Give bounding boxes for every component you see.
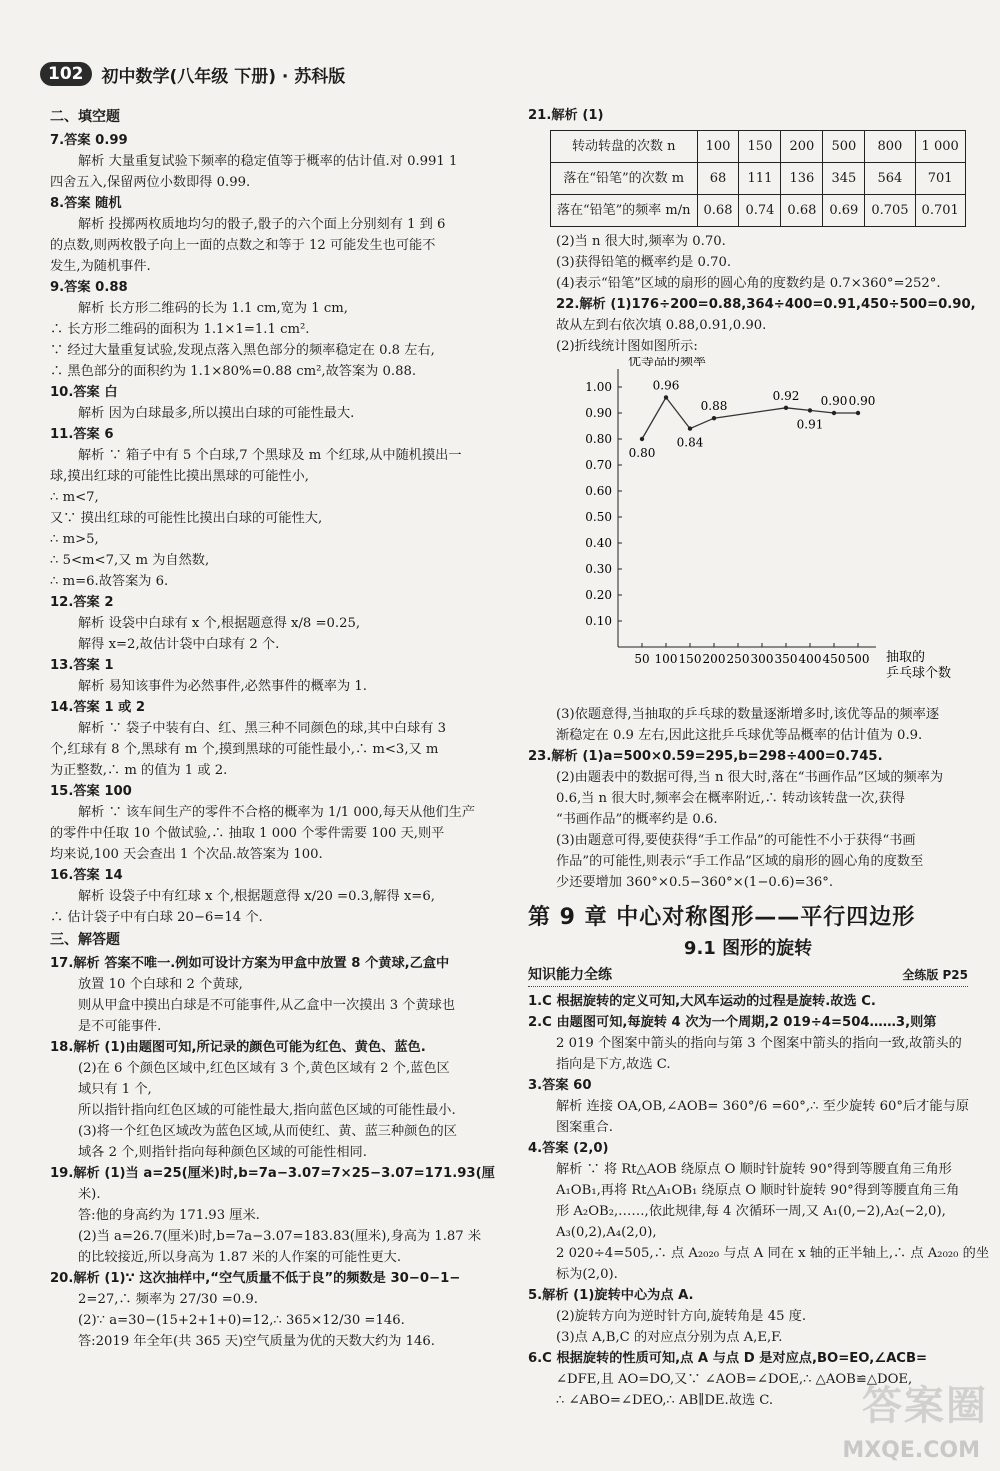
section-title: 9.1 图形的旋转 [683, 938, 813, 959]
table-cell: 150 [739, 131, 781, 163]
left-line: 的点数,则两枚骰子向上一面的点数之和等于 12 可能发生也可能不 [50, 238, 436, 253]
y-tick-label: 0.40 [585, 536, 612, 550]
left-line: 10.答案 白 [50, 385, 118, 400]
left-line: 解析 长方形二维码的长为 1.1 cm,宽为 1 cm, [78, 301, 348, 316]
table-cell: 100 [697, 131, 739, 163]
left-line: 所以指针指向红色区域的可能性最大,指向蓝色区域的可能性最小. [78, 1103, 456, 1118]
sec91-line: 2 019 个图案中箭头的指向与第 3 个图案中箭头的指向一致,故箭头的 [556, 1036, 962, 1051]
x-tick-label: 400 [798, 652, 822, 666]
left-line: 个,红球有 8 个,黑球有 m 个,摸到黑球的可能性最小,∴ m<3,又 m [50, 742, 439, 757]
left-line: ∴ m=6.故答案为 6. [50, 574, 169, 589]
left-line: 放置 10 个白球和 2 个黄球, [78, 977, 243, 992]
q23-line: (2)由题表中的数据可得,当 n 很大时,落在“书画作品”区域的频率为 [556, 770, 944, 785]
left-line: 四舍五入,保留两位小数即得 0.99. [50, 175, 251, 190]
left-line: 19.解析 (1)当 a=25(厘米)时,b=7a−3.07=7×25−3.07=171.93(厘 [50, 1166, 495, 1181]
data-label: 0.90 [848, 394, 876, 408]
knowledge-header [528, 965, 968, 987]
left-line: ∴ 5<m<7,又 m 为自然数, [50, 553, 210, 568]
left-line: 16.答案 14 [50, 868, 123, 883]
table-cell: 200 [781, 131, 823, 163]
table-cell: 111 [739, 163, 781, 195]
data-label: 0.92 [772, 388, 800, 403]
data-point [688, 426, 692, 430]
left-line: 球,摸出红球的可能性比摸出黑球的可能性小, [50, 469, 309, 484]
left-line: 域各 2 个,则指针指向每种颜色区域的可能性相同. [78, 1145, 367, 1160]
left-line: (3)将一个红色区域改为蓝色区域,从而使红、黄、蓝三种颜色的区 [78, 1124, 457, 1139]
page-number: 102 [40, 62, 92, 86]
left-line: 为正整数,∴ m 的值为 1 或 2. [50, 763, 228, 778]
left-line: 解析 ∵ 袋子中装有白、红、黑三种不同颜色的球,其中白球有 3 [78, 721, 447, 736]
data-point [808, 408, 812, 412]
x-tick-label: 150 [678, 652, 702, 666]
y-tick-label: 0.10 [585, 614, 612, 628]
table-cell: 68 [697, 163, 739, 195]
q21-table [550, 130, 966, 227]
left-line: 解析 设袋中白球有 x 个,根据题意得 x/8 =0.25, [78, 616, 361, 631]
table-row [551, 131, 966, 163]
q23-line: (3)由题意可得,要使获得“手工作品”的可能性不小于获得“书画 [556, 833, 916, 848]
data-point [640, 437, 644, 441]
y-tick-label: 0.60 [585, 484, 612, 498]
data-point [784, 406, 788, 410]
x-tick-label: 500 [846, 652, 870, 666]
left-line: 发生,为随机事件. [50, 259, 151, 274]
left-line: 域只有 1 个, [78, 1082, 152, 1097]
left-line: 解析 大量重复试验下频率的稳定值等于概率的估计值.对 0.991 1 [78, 154, 458, 169]
left-line: ∴ 长方形二维码的面积为 1.1×1=1.1 cm². [50, 322, 310, 337]
left-line: 则从甲盒中摸出白球是不可能事件,从乙盒中一次摸出 3 个黄球也 [78, 998, 456, 1013]
q23-line: 少还要增加 360°×0.5−360°×(1−0.6)=36°. [556, 875, 834, 890]
x-axis-label: 抽取的 [886, 650, 926, 665]
left-line: 18.解析 (1)由题图可知,所记录的颜色可能为红色、黄色、蓝色. [50, 1040, 426, 1055]
left-line: 14.答案 1 或 2 [50, 700, 146, 715]
q23-line: “书画作品”的概率约是 0.6. [556, 812, 718, 827]
left-line: 是不可能事件. [78, 1019, 162, 1034]
q21-head: 21.解析 (1) [528, 108, 604, 123]
y-tick-label: 0.70 [585, 458, 612, 472]
data-point [664, 395, 668, 399]
sec91-line: 形 A₂OB₂,……,依此规律,每 4 次循环一周,又 A₁(0,−2),A₂(−2,0), [556, 1204, 946, 1219]
sec91-line: 解析 ∵ 将 Rt△AOB 绕原点 O 顺时针旋转 90°得到等腰直角三角形 [556, 1162, 952, 1177]
left-line: 解得 x=2,故估计袋中白球有 2 个. [78, 637, 280, 652]
table-cell: 0.701 [915, 195, 965, 227]
x-tick-label: 200 [702, 652, 726, 666]
left-line: 又∵ 摸出红球的可能性比摸出白球的可能性大, [50, 511, 323, 526]
table-cell: 136 [781, 163, 823, 195]
table-cell: 345 [823, 163, 865, 195]
left-line: 的零件中任取 10 个做试验,∴ 抽取 1 000 个零件需要 100 天,则平 [50, 826, 445, 841]
left-line: 解析 设袋子中有红球 x 个,根据题意得 x/20 =0.3,解得 x=6, [78, 889, 435, 904]
x-tick-label: 300 [750, 652, 774, 666]
q21-answers [528, 231, 968, 294]
left-line: 的比较接近,所以身高为 1.87 米的人作案的可能性更大. [78, 1250, 402, 1265]
q21-line: (3)获得铅笔的概率约是 0.70. [556, 255, 732, 270]
left-line: 15.答案 100 [50, 784, 132, 799]
left-line: 8.答案 随机 [50, 196, 122, 211]
sec91-line: A₃(0,2),A₄(2,0), [556, 1225, 657, 1240]
sec91-line: 2 020÷4=505,∴ 点 A₂₀₂₀ 与点 A 同在 x 轴的正半轴上,∴ 点 A₂₀₂₀ 的坐 [556, 1246, 990, 1261]
knowledge-page-ref: 全练版 P25 [902, 968, 968, 982]
x-tick-label: 100 [654, 652, 678, 666]
data-point [856, 411, 860, 415]
left-column [50, 105, 505, 1352]
table-cell: 500 [823, 131, 865, 163]
y-tick-label: 0.80 [585, 432, 612, 446]
left-line: ∵ 经过大量重复试验,发现点落入黑色部分的频率稳定在 0.8 左右, [50, 343, 435, 358]
left-line: 解析 ∵ 箱子中有 5 个白球,7 个黑球及 m 个红球,从中随机摸出一 [78, 448, 462, 463]
x-tick-label: 350 [774, 652, 798, 666]
q22-line: 渐稳定在 0.9 左右,因此这批乒乓球优等品概率的估计值为 0.9. [556, 728, 923, 743]
q23-line: 23.解析 (1)a=500×0.59=295,b=298÷400=0.745. [528, 749, 883, 764]
q21-line: (2)当 n 很大时,频率为 0.70. [556, 234, 726, 249]
section-answers [528, 991, 990, 1411]
sec91-line: 指向是下方,故选 C. [556, 1057, 671, 1072]
sec91-line: ∴ ∠ABO=∠DEO,∴ AB∥DE.故选 C. [556, 1393, 774, 1408]
left-line: ∴ m<7, [50, 490, 99, 505]
sec91-line: 标为(2,0). [556, 1267, 618, 1282]
line-chart [528, 357, 968, 697]
left-line: 三、解答题 [50, 932, 120, 948]
table-cell: 转动转盘的次数 n [551, 131, 698, 163]
book-title: 初中数学(八年级 下册) · 苏科版 [101, 66, 346, 87]
table-cell: 564 [865, 163, 915, 195]
y-tick-label: 0.20 [585, 588, 612, 602]
data-label: 0.91 [796, 417, 824, 432]
sec91-line: 2.C 由题图可知,每旋转 4 次为一个周期,2 019÷4=504……3,则第 [528, 1015, 937, 1030]
sec91-line: 图案重合. [556, 1120, 613, 1135]
left-line: 均来说,100 天会查出 1 个次品.故答案为 100. [50, 847, 323, 862]
left-line: 解析 ∵ 该车间生产的零件不合格的概率为 1/1 000,每天从他们生产 [78, 805, 476, 820]
q22-line: 故从左到右依次填 0.88,0.91,0.90. [556, 318, 767, 333]
data-point [712, 416, 716, 420]
sec91-line: (3)点 A,B,C 的对应点分别为点 A,E,F. [556, 1330, 783, 1345]
sec91-line: 解析 连接 OA,OB,∠AOB= 360°/6 =60°,∴ 至少旋转 60°后才能与原 [556, 1099, 969, 1114]
table-cell: 1 000 [915, 131, 965, 163]
x-tick-label: 450 [822, 652, 846, 666]
left-line: ∴ 黑色部分的面积约为 1.1×80%=0.88 cm²,故答案为 0.88. [50, 364, 417, 379]
left-line: (2)当 a=26.7(厘米)时,b=7a−3.07=183.83(厘米),身高为 1.87 米 [78, 1229, 482, 1244]
sec91-line: A₁OB₁,再将 Rt△A₁OB₁ 绕原点 O 顺时针旋转 90°得到等腰直角三角 [556, 1183, 960, 1198]
table-row [551, 195, 966, 227]
left-line: 7.答案 0.99 [50, 133, 128, 148]
table-cell: 800 [865, 131, 915, 163]
left-line: 12.答案 2 [50, 595, 114, 610]
left-line: 二、填空题 [50, 109, 120, 125]
sec91-line: ∠DFE,且 AO=DO,又∵ ∠AOB=∠DOE,∴ △AOB≌△DOE, [556, 1372, 913, 1387]
table-cell: 0.69 [823, 195, 865, 227]
left-line: 20.解析 (1)∵ 这次抽样中,“空气质量不低于良”的频数是 30−0−1− [50, 1271, 461, 1286]
sec91-line: 4.答案 (2,0) [528, 1141, 609, 1156]
data-label: 0.88 [700, 399, 728, 414]
left-line: 13.答案 1 [50, 658, 114, 673]
x-axis-label: 乒乓球个数 [886, 666, 952, 681]
table-cell: 701 [915, 163, 965, 195]
y-tick-label: 0.90 [585, 406, 612, 420]
table-cell: 落在“铅笔”的次数 m [551, 163, 698, 195]
left-line: 解析 因为白球最多,所以摸出白球的可能性最大. [78, 406, 355, 421]
sec91-line: (2)旋转方向为逆时针方向,旋转角是 45 度. [556, 1309, 807, 1324]
sec91-line: 3.答案 60 [528, 1078, 592, 1093]
watermark-url: MXQE.COM [842, 1438, 980, 1463]
q23-answers [528, 746, 968, 893]
q23-line: 0.6,当 n 很大时,频率会在概率附近,∴ 转动该转盘一次,获得 [556, 791, 905, 806]
q22-line: (2)折线统计图如图所示: [556, 339, 698, 354]
left-line: 米). [78, 1187, 101, 1202]
left-line: 2=27,∴ 频率为 27/30 =0.9. [78, 1292, 258, 1307]
y-tick-label: 0.30 [585, 562, 612, 576]
table-cell: 0.74 [739, 195, 781, 227]
table-cell: 0.705 [865, 195, 915, 227]
x-tick-label: 250 [726, 652, 750, 666]
table-cell: 落在“铅笔”的频率 m/n [551, 195, 698, 227]
data-point [832, 411, 836, 415]
left-line: ∴ 估计袋子中有白球 20−6=14 个. [50, 910, 263, 925]
left-line: 答:2019 年全年(共 365 天)空气质量为优的天数大约为 146. [78, 1334, 435, 1349]
table-cell: 0.68 [697, 195, 739, 227]
left-line: 解析 投掷两枚质地均匀的骰子,骰子的六个面上分别刻有 1 到 6 [78, 217, 446, 232]
page-header [40, 58, 345, 90]
left-line: (2)∵ a=30−(15+2+1+0)=12,∴ 365×12/30 =146. [78, 1313, 405, 1328]
y-tick-label: 0.50 [585, 510, 612, 524]
data-label: 0.90 [820, 394, 848, 408]
table-cell: 0.68 [781, 195, 823, 227]
left-line: 9.答案 0.88 [50, 280, 128, 295]
data-label: 0.84 [676, 435, 704, 450]
q22-answers [528, 294, 976, 357]
table-row [551, 163, 966, 195]
left-line: 11.答案 6 [50, 427, 114, 442]
data-label: 0.80 [628, 446, 656, 460]
y-axis-label: 优等品的频率 [628, 357, 707, 369]
sec91-line: 6.C 根据旋转的性质可知,点 A 与点 D 是对应点,BO=EO,∠ACB= [528, 1351, 928, 1366]
sec91-line: 5.解析 (1)旋转中心为点 A. [528, 1288, 694, 1303]
q22-line: 22.解析 (1)176÷200=0.88,364÷400=0.91,450÷500=0.90, [556, 297, 976, 312]
left-line: 17.解析 答案不唯一.例如可设计方案为甲盒中放置 8 个黄球,乙盒中 [50, 956, 450, 971]
x-tick-label: 50 [634, 652, 650, 666]
watermark-logo: 答案圈 [862, 1383, 988, 1429]
left-line: 答:他的身高约为 171.93 厘米. [78, 1208, 260, 1223]
chapter-title: 第 9 章 中心对称图形——平行四边形 [528, 905, 916, 930]
left-line: (2)在 6 个颜色区域中,红色区域有 3 个,黄色区域有 2 个,蓝色区 [78, 1061, 450, 1076]
left-line: ∴ m>5, [50, 532, 99, 547]
data-label: 0.96 [652, 378, 680, 393]
y-tick-label: 1.00 [585, 380, 612, 394]
q22-line: (3)依题意得,当抽取的乒乓球的数量逐渐增多时,该优等品的频率逐 [556, 707, 940, 722]
q23-line: 作品”的可能性,则表示“手工作品”区域的扇形的圆心角的度数至 [556, 854, 924, 869]
left-line: 解析 易知该事件为必然事件,必然事件的概率为 1. [78, 679, 367, 694]
right-column [528, 105, 990, 1411]
sec91-line: 1.C 根据旋转的定义可知,大风车运动的过程是旋转.故选 C. [528, 994, 876, 1009]
q21-line: (4)表示“铅笔”区域的扇形的圆心角的度数约是 0.7×360°=252°. [556, 276, 941, 291]
q22-conclusion [528, 704, 968, 746]
knowledge-title: 知识能力全练 [528, 967, 612, 983]
